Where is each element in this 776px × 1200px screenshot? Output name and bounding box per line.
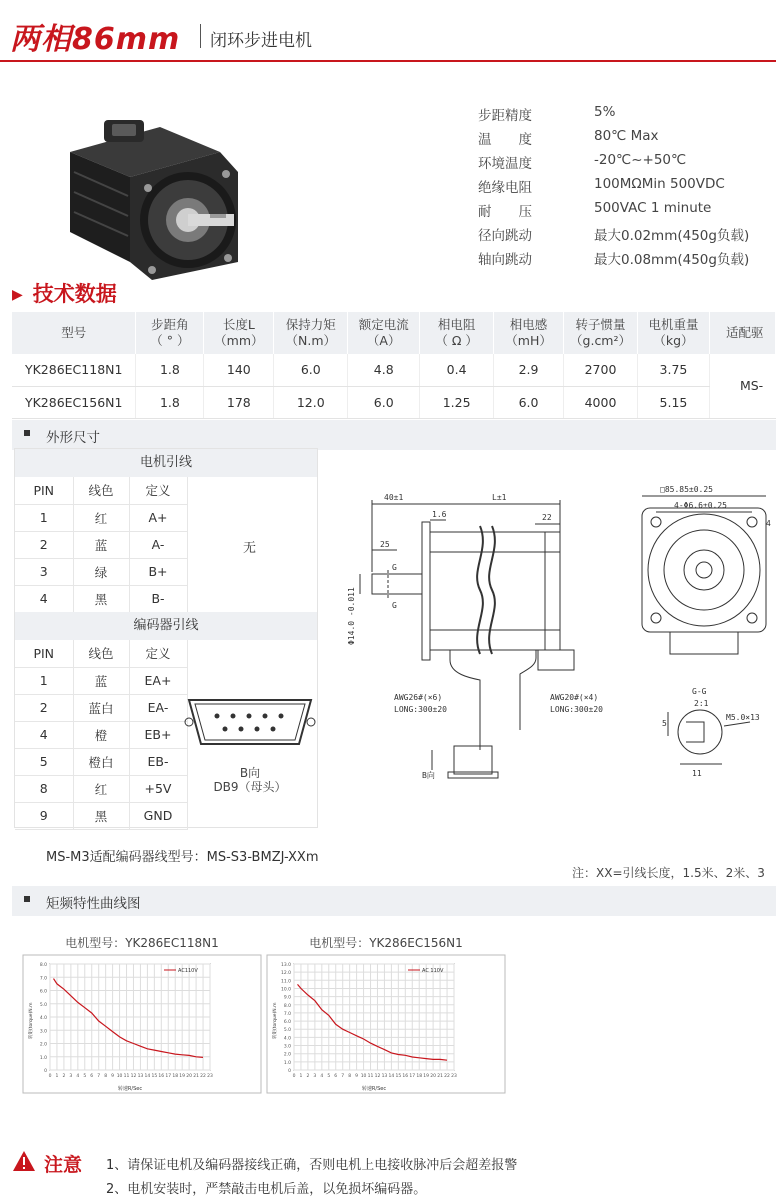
x-tick-label: 22 [200,1074,206,1079]
table-cell: 140 [204,354,274,386]
x-tick-label: 2 [62,1074,66,1079]
x-tick-label: 18 [172,1074,179,1079]
y-tick-label: 11.0 [280,979,291,985]
x-tick-label: 6 [334,1074,338,1079]
db9-connector-icon [183,692,317,752]
section-title: 矩频特性曲线图 [46,896,141,912]
spec-value: -20℃~+50℃ [594,152,687,168]
x-tick-label: 9 [111,1074,115,1079]
table-row [12,386,776,418]
x-tick-label: 17 [409,1074,416,1079]
x-tick-label: 21 [193,1074,199,1079]
x-tick-label: 8 [104,1074,108,1079]
x-tick-label: 23 [451,1074,457,1079]
table-row: 2 蓝白 EA- [15,694,187,721]
x-tick-label: 14 [388,1074,395,1079]
x-tick-label: 0 [292,1074,296,1079]
x-tick-label: 19 [179,1074,186,1079]
y-tick-label: 3.0 [283,1044,291,1050]
svg-text:G-G: G-G [692,687,707,696]
table-row: 9 黑 GND [15,802,187,829]
x-tick-label: 16 [402,1074,409,1079]
y-tick-label: 8.0 [283,1003,291,1009]
spec-row [478,200,776,224]
x-tick-label: 4 [76,1074,80,1079]
table-cell: 1.8 [136,386,204,418]
y-tick-label: 9.0 [283,995,291,1001]
y-tick-label: 4.0 [283,1036,291,1042]
svg-text:22: 22 [542,513,552,522]
table-row: 4 橙 EB+ [15,721,187,748]
svg-text:11: 11 [692,769,702,778]
table-header: 电机重量 （kg） [638,312,710,354]
x-tick-label: 3 [313,1074,317,1079]
spec-row [478,248,776,272]
encoder-wire-title: 编码器引线 [15,612,317,640]
x-tick-label: 21 [437,1074,443,1079]
table-cell: 6.0 [348,386,420,418]
page-subtitle: 闭环步进电机 [210,31,312,51]
page-title: 两相86mm [10,22,181,57]
x-axis-label: 转速R/Sec [361,1086,387,1092]
svg-text:40±1: 40±1 [384,493,404,502]
parameter-table [12,312,776,419]
x-tick-label: 3 [69,1074,73,1079]
table-row: 4 黑 B- [15,585,187,612]
y-tick-label: 7.0 [283,1011,291,1017]
x-tick-label: 8 [348,1074,352,1079]
x-tick-label: 12 [374,1074,381,1079]
x-tick-label: 5 [327,1074,331,1079]
y-tick-label: 5.0 [283,1028,291,1034]
triangle-icon: ▶ [12,287,23,303]
x-tick-label: 11 [123,1074,130,1079]
db9-label: B向 DB9（母头） [213,766,287,794]
x-tick-label: 15 [151,1074,158,1079]
tech-data-title: 技术数据 [32,282,117,306]
table-row: 5 橙白 EB- [15,748,187,775]
svg-text:LONG:300±20: LONG:300±20 [394,705,447,714]
y-tick-label: 0 [288,1069,291,1074]
svg-text:Φ14.0 -0.011: Φ14.0 -0.011 [347,587,356,645]
spec-label: 绝缘电阻 [478,180,532,196]
table-header: 额定电流 （A） [348,312,420,354]
table-cell: 0.4 [420,354,494,386]
cable-length-note: 注：XX=引线长度，1.5米、2米、3 [572,866,765,880]
spec-row [478,104,776,128]
x-tick-label: 20 [186,1074,192,1079]
table-header: 相电感 （mH） [494,312,564,354]
spec-label: 径向跳动 [478,228,532,244]
x-tick-label: 22 [444,1074,450,1079]
svg-text:LONG:300±20: LONG:300±20 [550,705,603,714]
x-tick-label: 6 [90,1074,94,1079]
motor-wire-table [15,477,188,613]
spec-row [478,224,776,248]
svg-text:G: G [392,563,397,572]
x-tick-label: 4 [320,1074,324,1079]
table-row: 2 蓝 A- [15,531,187,558]
spec-value: 5% [594,104,616,120]
table-cell: YK286EC118N1 [12,354,136,386]
y-tick-label: 6.0 [283,1020,291,1026]
y-tick-label: 2.0 [39,1042,47,1048]
svg-text:2:1: 2:1 [694,699,709,708]
driver-cell: MS- [709,354,775,418]
y-tick-label: 1.0 [39,1055,47,1061]
svg-text:B向: B向 [422,771,435,780]
y-axis-label: 转矩(torque)N.m [273,1002,278,1039]
spec-row [478,176,776,200]
svg-text:4: 4 [766,519,771,528]
title-divider [200,24,201,48]
section-curve [12,886,776,916]
table-cell: 2.9 [494,354,564,386]
torque-chart-2 [266,934,506,1094]
table-cell: 4000 [564,386,638,418]
notice-line-2: 2、电机安装时，严禁敲击电机后盖，以免损坏编码器。 [106,1182,427,1197]
tech-data-heading [12,278,117,308]
table-header: 型号 [12,312,136,354]
spec-row [478,152,776,176]
y-tick-label: 5.0 [39,1002,47,1008]
motor-wire-title: 电机引线 [15,449,317,477]
section-outline [12,420,776,450]
table-cell: 5.15 [638,386,710,418]
table-cell: 6.0 [274,354,348,386]
spec-label: 环境温度 [478,156,532,172]
table-cell: 3.75 [638,354,710,386]
x-tick-label: 7 [97,1074,101,1079]
table-header: 适配驱 [709,312,775,354]
chart-caption: 电机型号：YK286EC156N1 [309,936,463,950]
legend-label: AC110V [178,968,198,974]
svg-text:□85.85±0.25: □85.85±0.25 [660,485,713,494]
table-header: 步距角 （ ° ） [136,312,204,354]
svg-text:1.6: 1.6 [432,510,447,519]
warning-icon [12,1150,36,1172]
spec-value: 500VAC 1 minute [594,200,712,216]
table-row [12,354,776,386]
section-title: 外形尺寸 [46,430,100,446]
x-tick-label: 2 [306,1074,310,1079]
table-header: 转子惯量 （g.cm²） [564,312,638,354]
spec-label: 步距精度 [478,108,532,124]
svg-text:4-Φ6.6±0.25: 4-Φ6.6±0.25 [674,501,727,510]
svg-text:25: 25 [380,540,390,549]
x-tick-label: 9 [355,1074,359,1079]
x-tick-label: 7 [341,1074,345,1079]
x-tick-label: 19 [423,1074,430,1079]
y-tick-label: 6.0 [39,989,47,995]
table-cell: 6.0 [494,386,564,418]
table-cell: 1.25 [420,386,494,418]
chart-plot [266,954,506,1094]
table-cell: 1.8 [136,354,204,386]
x-tick-label: 0 [48,1074,52,1079]
x-tick-label: 18 [416,1074,423,1079]
table-header-row: PIN 线色 定义 [15,640,187,667]
svg-text:5: 5 [662,719,667,728]
y-tick-label: 10.0 [280,987,291,993]
x-tick-label: 17 [165,1074,172,1079]
page-header [0,0,776,62]
svg-text:L±1: L±1 [492,493,507,502]
chart-plot [22,954,262,1094]
y-tick-label: 0 [44,1069,47,1074]
x-tick-label: 1 [55,1074,59,1079]
x-tick-label: 20 [430,1074,436,1079]
x-tick-label: 16 [158,1074,165,1079]
table-header: 相电阻 （ Ω ） [420,312,494,354]
svg-text:G: G [392,601,397,610]
y-tick-label: 1.0 [283,1060,291,1066]
encoder-wire-table [15,640,188,830]
spec-label: 耐 压 [478,204,532,220]
svg-text:AWG26#(×6): AWG26#(×6) [394,693,443,702]
y-tick-label: 4.0 [39,1016,47,1021]
notice-title: 注意 [44,1154,83,1176]
svg-text:M5.0×13: M5.0×13 [726,713,760,722]
x-tick-label: 13 [381,1074,388,1079]
table-header: 保持力矩 （N.m） [274,312,348,354]
x-tick-label: 10 [116,1074,123,1079]
motor-wire-none: 无 [243,541,257,556]
table-row: 1 红 A+ [15,504,187,531]
chart-caption: 电机型号：YK286EC118N1 [65,936,219,950]
y-tick-label: 2.0 [283,1052,291,1058]
table-header: 长度L （mm） [204,312,274,354]
x-tick-label: 23 [207,1074,213,1079]
table-row: 3 绿 B+ [15,558,187,585]
x-tick-label: 12 [130,1074,137,1079]
y-tick-label: 12.0 [280,971,291,977]
spec-value: 100MΩMin 500VDC [594,176,725,192]
table-row: 8 红 +5V [15,775,187,802]
spec-value: 最大0.08mm(450g负载) [594,252,750,268]
spec-value: 80℃ Max [594,128,659,144]
svg-text:AWG20#(×4): AWG20#(×4) [550,693,599,702]
table-cell: 2700 [564,354,638,386]
notice-line-1: 1、请保证电机及编码器接线正确，否则电机上电接收脉冲后会超差报警 [106,1158,518,1173]
dimension-drawing [330,460,776,790]
table-row: 1 蓝 EA+ [15,667,187,694]
table-cell: 4.8 [348,354,420,386]
encoder-cable-note: MS-M3适配编码器线型号：MS-S3-BMZJ-XXm [46,850,319,865]
table-cell: YK286EC156N1 [12,386,136,418]
spec-label: 轴向跳动 [478,252,532,268]
x-tick-label: 11 [367,1074,374,1079]
x-tick-label: 1 [299,1074,303,1079]
table-cell: 178 [204,386,274,418]
torque-chart-1 [22,934,262,1094]
spec-value: 最大0.02mm(450g负载) [594,228,750,244]
legend-label: AC 110V [422,968,444,974]
y-tick-label: 8.0 [39,963,47,968]
x-tick-label: 10 [360,1074,367,1079]
x-tick-label: 13 [137,1074,144,1079]
table-cell: 12.0 [274,386,348,418]
spec-row [478,128,776,152]
motor-image [60,112,250,282]
bullet-icon [24,896,30,902]
spec-list [478,104,776,272]
x-tick-label: 5 [83,1074,87,1079]
spec-label: 温 度 [478,132,532,148]
y-tick-label: 3.0 [39,1029,47,1035]
x-tick-label: 14 [144,1074,151,1079]
x-tick-label: 15 [395,1074,402,1079]
table-header-row [12,312,776,354]
x-axis-label: 转速R/Sec [117,1086,143,1092]
y-tick-label: 7.0 [39,976,47,982]
bullet-icon [24,430,30,436]
table-header-row: PIN 线色 定义 [15,477,187,504]
y-axis-label: 转矩(torque)N.m [29,1002,34,1039]
y-tick-label: 13.0 [280,963,291,968]
